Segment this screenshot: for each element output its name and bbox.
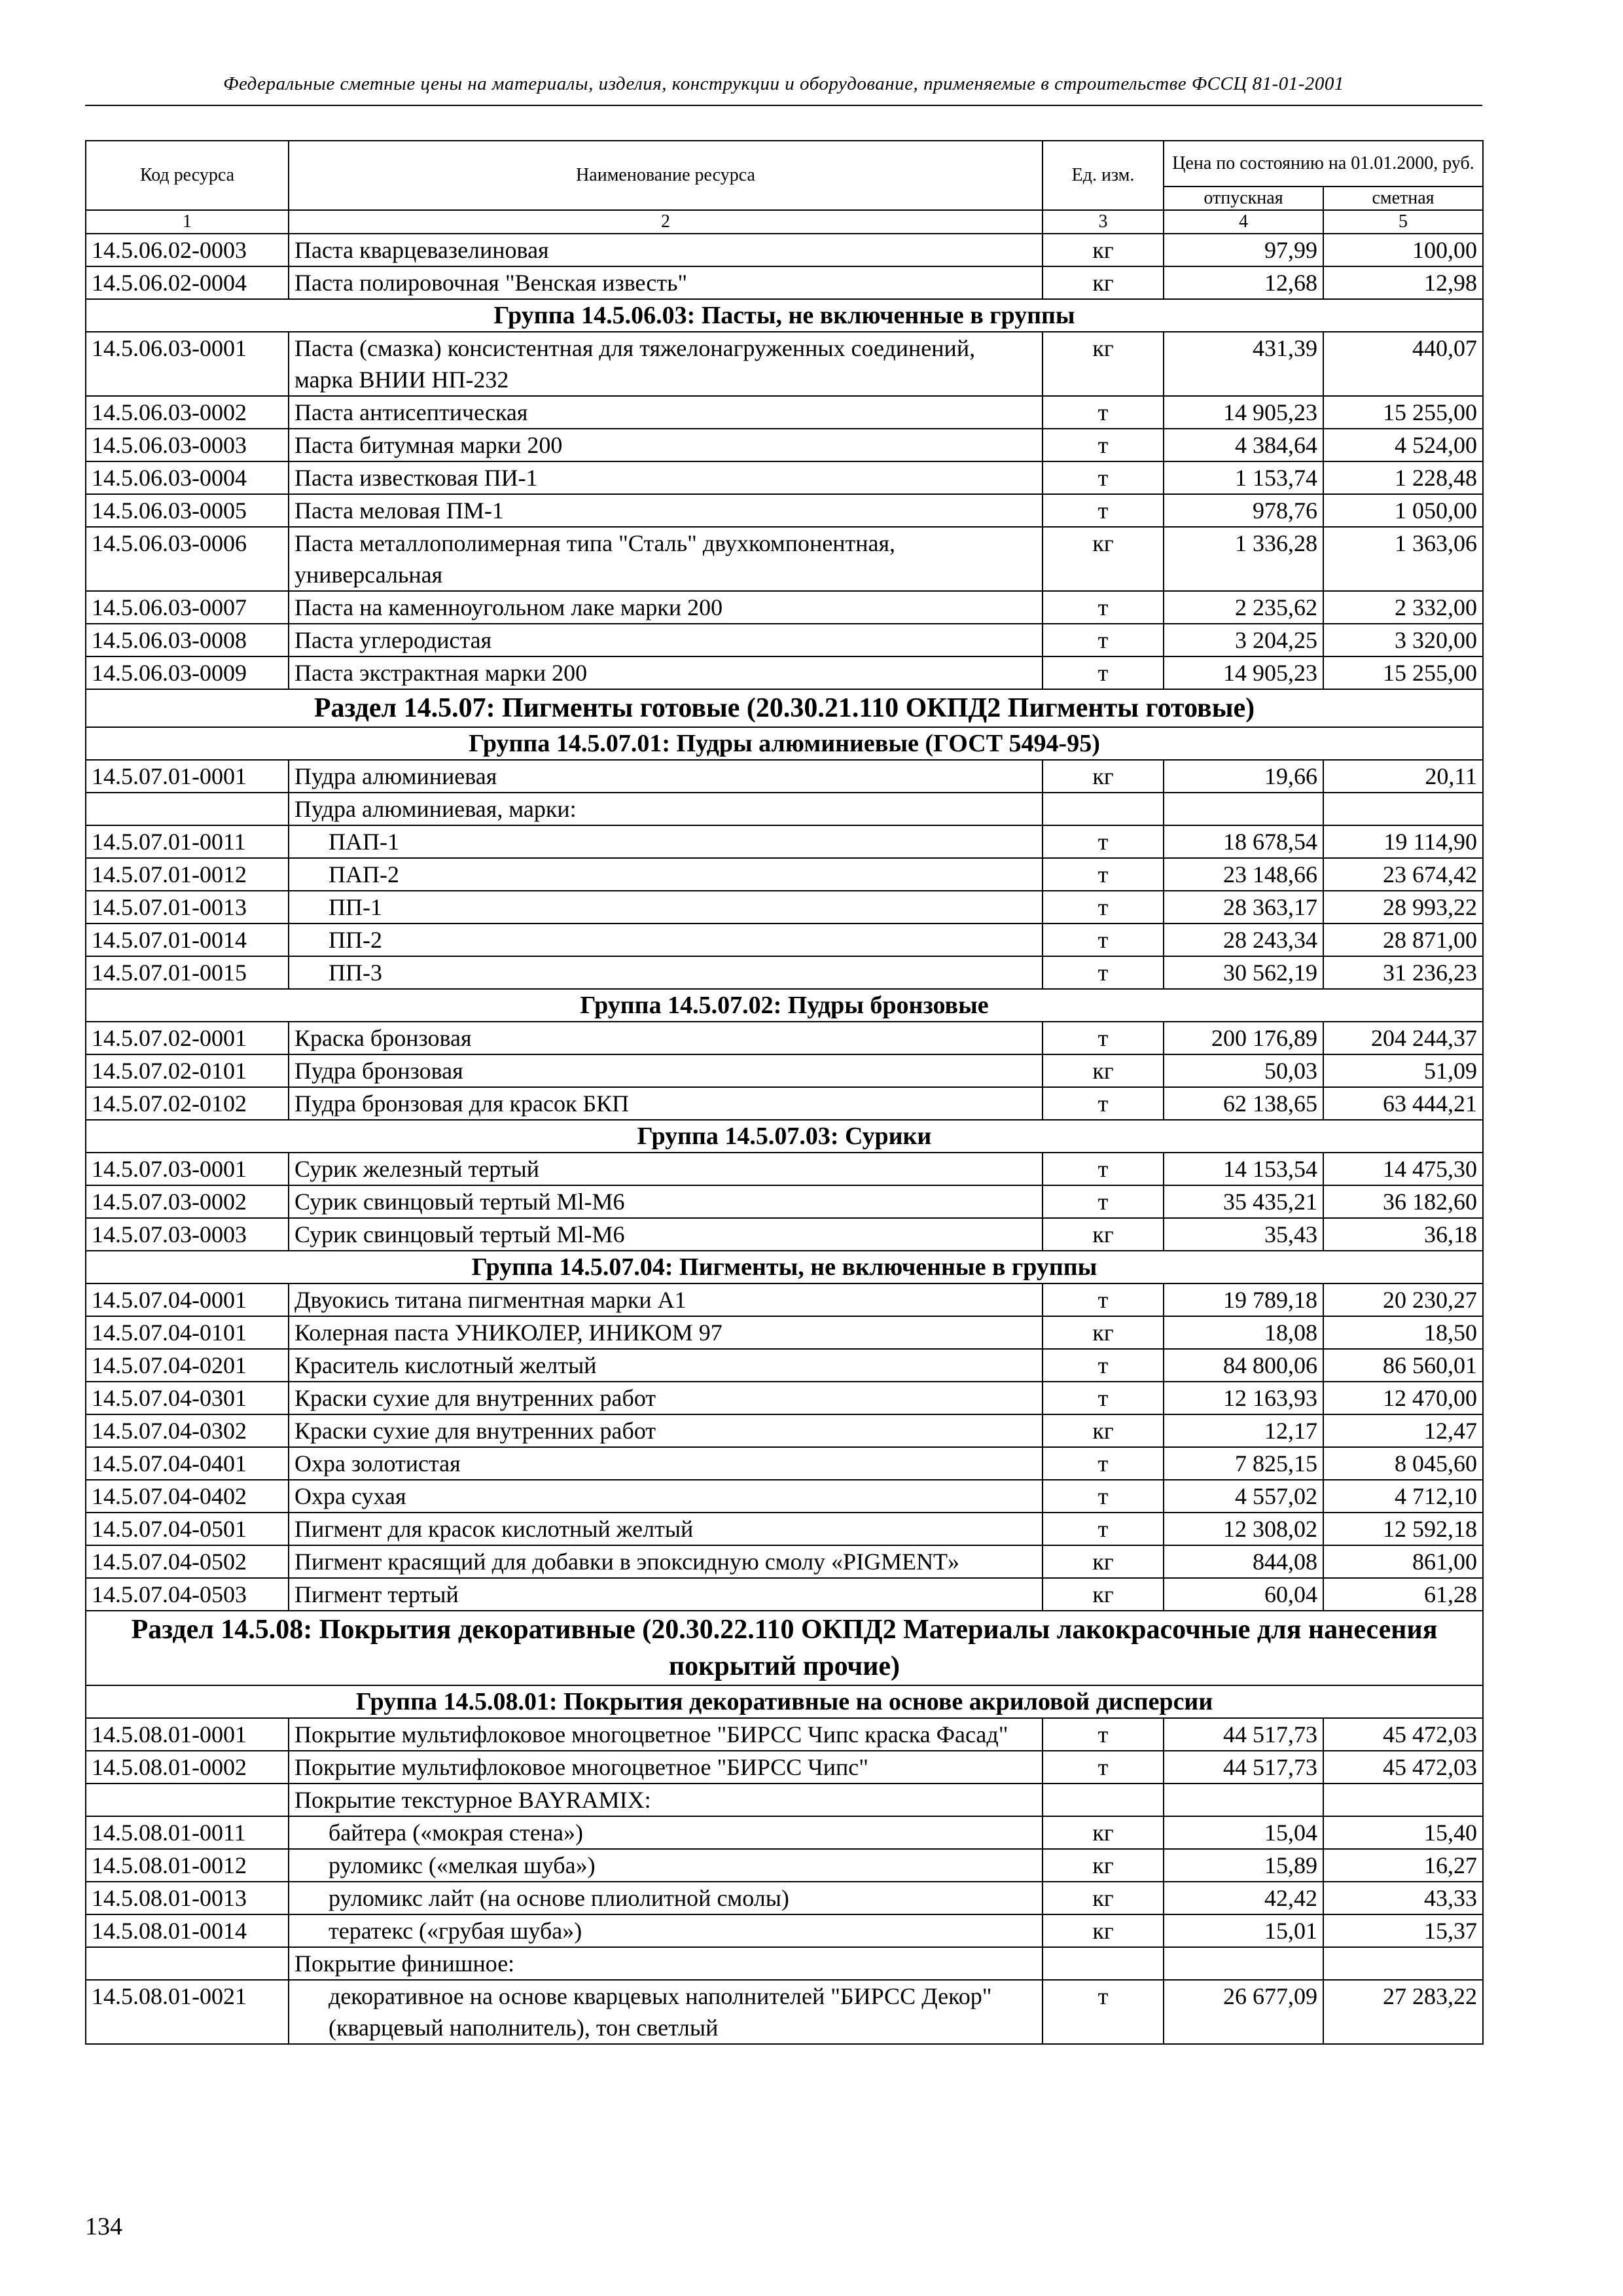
code-cell: 14.5.07.01-0014 [86,924,289,956]
table-row [86,1382,1483,1414]
code-cell: 14.5.07.02-0001 [86,1022,289,1054]
estimate-price-cell: 204 244,37 [1323,1022,1483,1054]
unit-cell: т [1043,1153,1164,1185]
code-cell: 14.5.07.01-0012 [86,858,289,891]
name-cell: Пигмент для красок кислотный желтый [289,1513,1043,1545]
table-row [86,1480,1483,1513]
table-row [86,1718,1483,1751]
release-price-cell: 12 163,93 [1164,1382,1323,1414]
release-price-cell: 44 517,73 [1164,1751,1323,1784]
section-heading: Раздел 14.5.08: Покрытия декоративные (20.30.22.110 ОКПД2 Материалы лакокрасочные для нанесения покрытий прочие) [86,1611,1483,1685]
name-cell: Охра сухая [289,1480,1043,1513]
col-number: 4 [1164,210,1323,234]
estimate-price-cell: 20,11 [1323,760,1483,793]
unit-cell: т [1043,1751,1164,1784]
page-number: 134 [85,2213,122,2240]
unit-cell: т [1043,396,1164,429]
table-row [86,1283,1483,1316]
unit-cell: кг [1043,1218,1164,1251]
code-cell: 14.5.06.03-0009 [86,656,289,689]
code-cell: 14.5.08.01-0011 [86,1816,289,1849]
section-heading: Раздел 14.5.07: Пигменты готовые (20.30.21.110 ОКПД2 Пигменты готовые) [86,689,1483,727]
code-cell: 14.5.08.01-0002 [86,1751,289,1784]
name-cell: Сурик свинцовый тертый Ml-M6 [289,1218,1043,1251]
name-cell: Паста полировочная "Венская известь" [289,266,1043,299]
code-cell: 14.5.07.04-0101 [86,1316,289,1349]
table-row [86,1447,1483,1480]
name-cell: байтера («мокрая стена») [289,1816,1043,1849]
code-cell [86,1947,289,1980]
release-price-cell: 4 557,02 [1164,1480,1323,1513]
estimate-price-cell: 440,07 [1323,332,1483,396]
table-row [86,656,1483,689]
unit-cell: кг [1043,332,1164,396]
table-row [86,1316,1483,1349]
unit-cell: т [1043,1480,1164,1513]
unit-cell: т [1043,461,1164,494]
code-cell: 14.5.07.04-0503 [86,1578,289,1611]
name-cell: Покрытие мультифлоковое многоцветное "БИРСС Чипс" [289,1751,1043,1784]
unit-cell: т [1043,429,1164,461]
release-price-cell: 44 517,73 [1164,1718,1323,1751]
name-cell: Покрытие мультифлоковое многоцветное "БИРСС Чипс краска Фасад" [289,1718,1043,1751]
table-row [86,591,1483,624]
unit-cell [1043,793,1164,825]
release-price-cell: 97,99 [1164,234,1323,266]
table-row [86,1849,1483,1882]
estimate-price-cell: 27 283,22 [1323,1980,1483,2044]
name-cell: Паста антисептическая [289,396,1043,429]
code-cell: 14.5.07.01-0013 [86,891,289,924]
unit-cell: т [1043,1283,1164,1316]
table-row [86,1816,1483,1849]
code-cell: 14.5.07.04-0402 [86,1480,289,1513]
col-number: 2 [289,210,1043,234]
release-price-cell: 200 176,89 [1164,1022,1323,1054]
code-cell: 14.5.07.04-0501 [86,1513,289,1545]
price-table [85,140,1484,2045]
table-row [86,858,1483,891]
table-row [86,1185,1483,1218]
group-heading-row [86,989,1483,1022]
release-price-cell: 12 308,02 [1164,1513,1323,1545]
table-row [86,760,1483,793]
release-price-cell [1164,1947,1323,1980]
code-cell: 14.5.06.03-0001 [86,332,289,396]
table-row [86,624,1483,656]
table-row [86,1218,1483,1251]
table-row [86,825,1483,858]
release-price-cell: 18,08 [1164,1316,1323,1349]
release-price-cell: 2 235,62 [1164,591,1323,624]
col-number: 1 [86,210,289,234]
release-price-cell: 14 905,23 [1164,656,1323,689]
release-price-cell: 1 153,74 [1164,461,1323,494]
unit-cell: кг [1043,1054,1164,1087]
release-price-cell: 7 825,15 [1164,1447,1323,1480]
subheading-row [86,793,1483,825]
code-cell: 14.5.07.04-0401 [86,1447,289,1480]
table-row [86,1153,1483,1185]
estimate-price-cell: 8 045,60 [1323,1447,1483,1480]
unit-cell: т [1043,1513,1164,1545]
unit-cell: кг [1043,1849,1164,1882]
code-cell: 14.5.06.03-0002 [86,396,289,429]
unit-cell: т [1043,656,1164,689]
code-cell: 14.5.06.02-0004 [86,266,289,299]
release-price-cell: 3 204,25 [1164,624,1323,656]
code-cell [86,1784,289,1816]
table-row [86,429,1483,461]
code-cell: 14.5.06.03-0003 [86,429,289,461]
estimate-price-cell: 18,50 [1323,1316,1483,1349]
name-cell: Краска бронзовая [289,1022,1043,1054]
estimate-price-cell: 86 560,01 [1323,1349,1483,1382]
name-cell: Пигмент красящий для добавки в эпоксидную смолу «PIGMENT» [289,1545,1043,1578]
code-cell: 14.5.06.03-0008 [86,624,289,656]
unit-cell: кг [1043,1578,1164,1611]
header-rule [85,105,1482,106]
unit-cell: кг [1043,1414,1164,1447]
name-cell: Паста битумная марки 200 [289,429,1043,461]
name-cell: Краски сухие для внутренних работ [289,1382,1043,1414]
code-cell: 14.5.07.04-0001 [86,1283,289,1316]
col-header-release: отпускная [1164,187,1323,210]
estimate-price-cell: 12 592,18 [1323,1513,1483,1545]
table-row [86,891,1483,924]
table-row [86,1087,1483,1120]
estimate-price-cell: 12,98 [1323,266,1483,299]
name-cell: Паста кварцевазелиновая [289,234,1043,266]
unit-cell: кг [1043,1914,1164,1947]
estimate-price-cell: 2 332,00 [1323,591,1483,624]
col-header-name: Наименование ресурса [289,141,1043,210]
release-price-cell: 4 384,64 [1164,429,1323,461]
code-cell: 14.5.07.02-0101 [86,1054,289,1087]
estimate-price-cell: 19 114,90 [1323,825,1483,858]
release-price-cell: 42,42 [1164,1882,1323,1914]
unit-cell: т [1043,956,1164,989]
name-cell: ПП-1 [289,891,1043,924]
unit-cell: кг [1043,1816,1164,1849]
release-price-cell: 23 148,66 [1164,858,1323,891]
release-price-cell: 30 562,19 [1164,956,1323,989]
release-price-cell [1164,793,1323,825]
unit-cell: т [1043,891,1164,924]
estimate-price-cell: 31 236,23 [1323,956,1483,989]
group-heading-row [86,1685,1483,1718]
name-cell: Сурик свинцовый тертый Ml-M6 [289,1185,1043,1218]
unit-cell: т [1043,1349,1164,1382]
group-heading-row [86,299,1483,332]
unit-cell: т [1043,1718,1164,1751]
unit-cell: т [1043,591,1164,624]
name-cell: Пудра бронзовая для красок БКП [289,1087,1043,1120]
code-cell: 14.5.08.01-0012 [86,1849,289,1882]
table-row [86,1578,1483,1611]
name-cell: Паста (смазка) консистентная для тяжелонагруженных соединений, марка ВНИИ НП-232 [289,332,1043,396]
code-cell: 14.5.07.03-0001 [86,1153,289,1185]
col-header-unit: Ед. изм. [1043,141,1164,210]
unit-cell: кг [1043,1882,1164,1914]
name-cell: ПАП-2 [289,858,1043,891]
release-price-cell: 60,04 [1164,1578,1323,1611]
code-cell: 14.5.07.01-0015 [86,956,289,989]
group-heading: Группа 14.5.07.02: Пудры бронзовые [86,989,1483,1022]
table-row [86,1349,1483,1382]
release-price-cell: 19 789,18 [1164,1283,1323,1316]
estimate-price-cell: 28 871,00 [1323,924,1483,956]
group-heading: Группа 14.5.08.01: Покрытия декоративные на основе акриловой дисперсии [86,1685,1483,1718]
code-cell: 14.5.07.04-0301 [86,1382,289,1414]
code-cell: 14.5.07.04-0502 [86,1545,289,1578]
release-price-cell: 14 153,54 [1164,1153,1323,1185]
table-row [86,1054,1483,1087]
name-cell: тератекс («грубая шуба») [289,1914,1043,1947]
estimate-price-cell: 4 524,00 [1323,429,1483,461]
name-cell: Паста меловая ПМ-1 [289,494,1043,527]
subheading-cell: Покрытие текстурное BAYRAMIX: [289,1784,1043,1816]
group-heading: Группа 14.5.07.01: Пудры алюминиевые (ГОСТ 5494-95) [86,727,1483,760]
subheading-row [86,1947,1483,1980]
release-price-cell: 26 677,09 [1164,1980,1323,2044]
estimate-price-cell: 20 230,27 [1323,1283,1483,1316]
col-number: 3 [1043,210,1164,234]
estimate-price-cell: 63 444,21 [1323,1087,1483,1120]
estimate-price-cell: 36 182,60 [1323,1185,1483,1218]
estimate-price-cell: 16,27 [1323,1849,1483,1882]
release-price-cell: 62 138,65 [1164,1087,1323,1120]
release-price-cell: 15,01 [1164,1914,1323,1947]
running-header: Федеральные сметные цены на материалы, изделия, конструкции и оборудование, применяемые в строительстве ФССЦ 81-01-2001 [223,73,1344,94]
unit-cell: т [1043,1980,1164,2044]
code-cell: 14.5.07.01-0011 [86,825,289,858]
code-cell: 14.5.08.01-0014 [86,1914,289,1947]
estimate-price-cell: 15,40 [1323,1816,1483,1849]
code-cell: 14.5.07.04-0201 [86,1349,289,1382]
section-heading-row [86,689,1483,727]
table-row [86,956,1483,989]
estimate-price-cell: 12,47 [1323,1414,1483,1447]
release-price-cell: 14 905,23 [1164,396,1323,429]
col-header-price: Цена по состоянию на 01.01.2000, руб. [1164,141,1483,187]
estimate-price-cell: 861,00 [1323,1545,1483,1578]
name-cell: Паста известковая ПИ-1 [289,461,1043,494]
table-row [86,1545,1483,1578]
subheading-cell: Покрытие финишное: [289,1947,1043,1980]
estimate-price-cell: 1 228,48 [1323,461,1483,494]
code-cell: 14.5.06.03-0007 [86,591,289,624]
release-price-cell: 28 363,17 [1164,891,1323,924]
estimate-price-cell: 61,28 [1323,1578,1483,1611]
estimate-price-cell: 3 320,00 [1323,624,1483,656]
estimate-price-cell: 100,00 [1323,234,1483,266]
name-cell: Двуокись титана пигментная марки А1 [289,1283,1043,1316]
release-price-cell: 978,76 [1164,494,1323,527]
subheading-row [86,1784,1483,1816]
estimate-price-cell [1323,793,1483,825]
code-cell: 14.5.07.03-0003 [86,1218,289,1251]
estimate-price-cell: 4 712,10 [1323,1480,1483,1513]
code-cell: 14.5.08.01-0001 [86,1718,289,1751]
unit-cell: т [1043,1382,1164,1414]
table-row [86,924,1483,956]
release-price-cell: 431,39 [1164,332,1323,396]
unit-cell: т [1043,825,1164,858]
estimate-price-cell: 1 363,06 [1323,527,1483,591]
group-heading: Группа 14.5.07.03: Сурики [86,1120,1483,1153]
release-price-cell: 19,66 [1164,760,1323,793]
release-price-cell: 1 336,28 [1164,527,1323,591]
table-row [86,1882,1483,1914]
name-cell: Краситель кислотный желтый [289,1349,1043,1382]
unit-cell: т [1043,858,1164,891]
unit-cell: кг [1043,266,1164,299]
estimate-price-cell: 45 472,03 [1323,1718,1483,1751]
estimate-price-cell: 23 674,42 [1323,858,1483,891]
estimate-price-cell [1323,1947,1483,1980]
unit-cell: т [1043,1087,1164,1120]
code-cell [86,793,289,825]
name-cell: Колерная паста УНИКОЛЕР, ИНИКОМ 97 [289,1316,1043,1349]
group-heading: Группа 14.5.07.04: Пигменты, не включенные в группы [86,1251,1483,1283]
name-cell: Пигмент тертый [289,1578,1043,1611]
table-row [86,1751,1483,1784]
unit-cell: т [1043,1447,1164,1480]
unit-cell: т [1043,924,1164,956]
name-cell: Охра золотистая [289,1447,1043,1480]
release-price-cell: 18 678,54 [1164,825,1323,858]
release-price-cell: 12,68 [1164,266,1323,299]
name-cell: Пудра бронзовая [289,1054,1043,1087]
estimate-price-cell: 12 470,00 [1323,1382,1483,1414]
unit-cell: кг [1043,760,1164,793]
unit-cell: кг [1043,1545,1164,1578]
release-price-cell: 35,43 [1164,1218,1323,1251]
table-row [86,527,1483,591]
estimate-price-cell: 15 255,00 [1323,396,1483,429]
estimate-price-cell: 15,37 [1323,1914,1483,1947]
name-cell: ПП-2 [289,924,1043,956]
col-header-estimate: сметная [1323,187,1483,210]
name-cell: Сурик железный тертый [289,1153,1043,1185]
release-price-cell: 12,17 [1164,1414,1323,1447]
group-heading-row [86,727,1483,760]
table-body [86,234,1483,2044]
code-cell: 14.5.08.01-0013 [86,1882,289,1914]
name-cell: Паста металлополимерная типа "Сталь" двухкомпонентная, универсальная [289,527,1043,591]
release-price-cell: 15,89 [1164,1849,1323,1882]
release-price-cell: 15,04 [1164,1816,1323,1849]
unit-cell: т [1043,1022,1164,1054]
name-cell: Паста экстрактная марки 200 [289,656,1043,689]
table-row [86,266,1483,299]
name-cell: Пудра алюминиевая [289,760,1043,793]
unit-cell: кг [1043,527,1164,591]
table-row [86,461,1483,494]
col-header-code: Код ресурса [86,141,289,210]
group-heading: Группа 14.5.06.03: Пасты, не включенные в группы [86,299,1483,332]
name-cell: Краски сухие для внутренних работ [289,1414,1043,1447]
section-heading-row [86,1611,1483,1685]
estimate-price-cell: 14 475,30 [1323,1153,1483,1185]
code-cell: 14.5.07.03-0002 [86,1185,289,1218]
estimate-price-cell: 36,18 [1323,1218,1483,1251]
name-cell: руломикс лайт (на основе плиолитной смолы) [289,1882,1043,1914]
estimate-price-cell: 43,33 [1323,1882,1483,1914]
unit-cell [1043,1947,1164,1980]
unit-cell [1043,1784,1164,1816]
code-cell: 14.5.07.04-0302 [86,1414,289,1447]
name-cell: ПП-3 [289,956,1043,989]
table-row [86,494,1483,527]
table-header [86,141,1483,234]
release-price-cell [1164,1784,1323,1816]
code-cell: 14.5.06.03-0005 [86,494,289,527]
code-cell: 14.5.08.01-0021 [86,1980,289,2044]
code-cell: 14.5.07.01-0001 [86,760,289,793]
unit-cell: т [1043,1185,1164,1218]
code-cell: 14.5.06.03-0004 [86,461,289,494]
estimate-price-cell: 45 472,03 [1323,1751,1483,1784]
unit-cell: т [1043,624,1164,656]
table-row [86,1980,1483,2044]
unit-cell: т [1043,494,1164,527]
estimate-price-cell [1323,1784,1483,1816]
release-price-cell: 28 243,34 [1164,924,1323,956]
name-cell: руломикс («мелкая шуба») [289,1849,1043,1882]
table-row [86,1022,1483,1054]
group-heading-row [86,1251,1483,1283]
group-heading-row [86,1120,1483,1153]
estimate-price-cell: 1 050,00 [1323,494,1483,527]
code-cell: 14.5.06.02-0003 [86,234,289,266]
release-price-cell: 35 435,21 [1164,1185,1323,1218]
unit-cell: кг [1043,1316,1164,1349]
table-row [86,1914,1483,1947]
col-number: 5 [1323,210,1483,234]
unit-cell: кг [1043,234,1164,266]
name-cell: ПАП-1 [289,825,1043,858]
table-row [86,396,1483,429]
table-row [86,1414,1483,1447]
code-cell: 14.5.07.02-0102 [86,1087,289,1120]
table-row [86,332,1483,396]
subheading-cell: Пудра алюминиевая, марки: [289,793,1043,825]
estimate-price-cell: 51,09 [1323,1054,1483,1087]
code-cell: 14.5.06.03-0006 [86,527,289,591]
table-row [86,234,1483,266]
release-price-cell: 84 800,06 [1164,1349,1323,1382]
name-cell: Паста на каменноугольном лаке марки 200 [289,591,1043,624]
table-row [86,1513,1483,1545]
release-price-cell: 50,03 [1164,1054,1323,1087]
release-price-cell: 844,08 [1164,1545,1323,1578]
name-cell: Паста углеродистая [289,624,1043,656]
estimate-price-cell: 28 993,22 [1323,891,1483,924]
estimate-price-cell: 15 255,00 [1323,656,1483,689]
name-cell: декоративное на основе кварцевых наполнителей "БИРСС Декор" (кварцевый наполнитель), тон светлый [289,1980,1043,2044]
